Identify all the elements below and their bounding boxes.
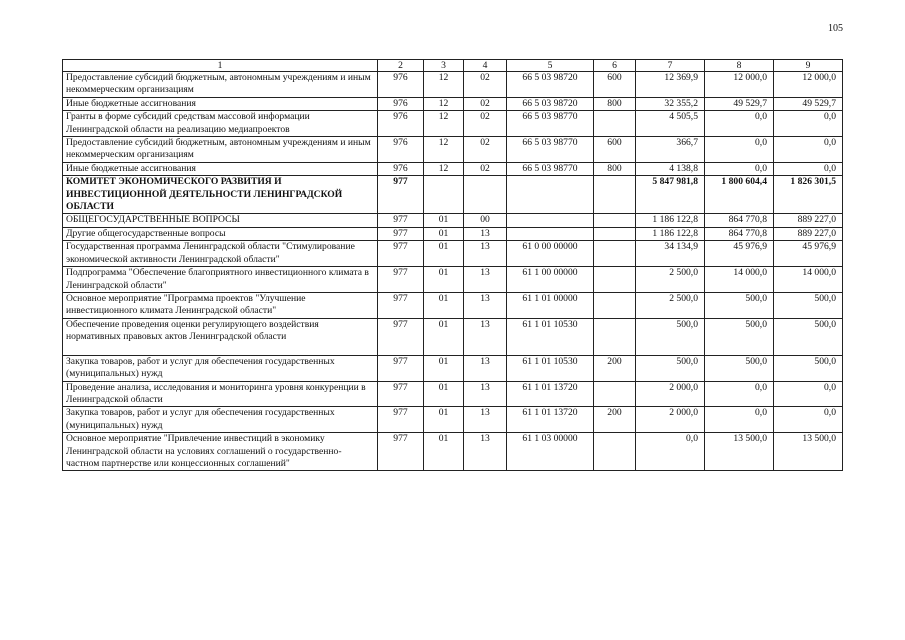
ministry-code: 977 xyxy=(378,381,424,407)
row-name: Основное мероприятие "Программа проектов "Улучшение инвестиционного климата Ленинградской области" xyxy=(63,292,378,318)
column-header: 3 xyxy=(424,60,464,72)
expense-type-code xyxy=(594,381,636,407)
ministry-code: 976 xyxy=(378,97,424,110)
target-article-code: 61 1 01 10530 xyxy=(507,318,594,355)
row-name: Государственная программа Ленинградской области "Стимулирование экономической активности Ленинградской области" xyxy=(63,241,378,267)
header-row xyxy=(63,60,843,72)
ministry-code: 977 xyxy=(378,241,424,267)
table-row xyxy=(63,355,843,381)
row-name: Предоставление субсидий бюджетным, автономным учреждениям и иным некоммерческим организациям xyxy=(63,137,378,163)
section-code: 12 xyxy=(424,72,464,98)
amount-col-7: 34 134,9 xyxy=(636,241,705,267)
ministry-code: 977 xyxy=(378,433,424,471)
amount-col-9: 49 529,7 xyxy=(774,97,843,110)
section-code: 01 xyxy=(424,227,464,240)
table-row xyxy=(63,72,843,98)
subsection-code: 13 xyxy=(464,267,507,293)
target-article-code: 61 1 01 13720 xyxy=(507,407,594,433)
section-code: 01 xyxy=(424,433,464,471)
amount-col-9: 1 826 301,5 xyxy=(774,176,843,214)
column-header: 9 xyxy=(774,60,843,72)
subsection-code: 13 xyxy=(464,292,507,318)
target-article-code: 61 1 01 13720 xyxy=(507,381,594,407)
column-header: 4 xyxy=(464,60,507,72)
expense-type-code xyxy=(594,111,636,137)
section-code: 01 xyxy=(424,407,464,433)
ministry-code: 976 xyxy=(378,137,424,163)
amount-col-8: 12 000,0 xyxy=(705,72,774,98)
amount-col-8: 864 770,8 xyxy=(705,214,774,227)
table-row xyxy=(63,241,843,267)
target-article-code: 66 5 03 98720 xyxy=(507,72,594,98)
subsection-code: 13 xyxy=(464,241,507,267)
section-code: 01 xyxy=(424,267,464,293)
row-name: Проведение анализа, исследования и мониторинга уровня конкуренции в Ленинградской области xyxy=(63,381,378,407)
amount-col-9: 0,0 xyxy=(774,111,843,137)
amount-col-8: 0,0 xyxy=(705,162,774,175)
section-code: 01 xyxy=(424,214,464,227)
row-name: Закупка товаров, работ и услуг для обеспечения государственных (муниципальных) нужд xyxy=(63,355,378,381)
expense-type-code: 600 xyxy=(594,137,636,163)
amount-col-8: 0,0 xyxy=(705,111,774,137)
column-header: 1 xyxy=(63,60,378,72)
row-name: Иные бюджетные ассигнования xyxy=(63,162,378,175)
amount-col-8: 14 000,0 xyxy=(705,267,774,293)
section-code: 12 xyxy=(424,111,464,137)
table-row xyxy=(63,137,843,163)
subsection-code: 13 xyxy=(464,407,507,433)
page-number: 105 xyxy=(828,23,843,34)
ministry-code: 976 xyxy=(378,111,424,137)
amount-col-7: 2 500,0 xyxy=(636,267,705,293)
amount-col-7: 0,0 xyxy=(636,433,705,471)
expense-type-code: 800 xyxy=(594,97,636,110)
subsection-code: 00 xyxy=(464,214,507,227)
ministry-code: 977 xyxy=(378,407,424,433)
expense-type-code xyxy=(594,176,636,214)
amount-col-9: 0,0 xyxy=(774,137,843,163)
row-name: Закупка товаров, работ и услуг для обеспечения государственных (муниципальных) нужд xyxy=(63,407,378,433)
section-code: 12 xyxy=(424,137,464,163)
table-row xyxy=(63,176,843,214)
amount-col-7: 1 186 122,8 xyxy=(636,227,705,240)
section-code: 01 xyxy=(424,241,464,267)
amount-col-9: 500,0 xyxy=(774,318,843,355)
amount-col-9: 0,0 xyxy=(774,381,843,407)
amount-col-7: 500,0 xyxy=(636,318,705,355)
ministry-code: 977 xyxy=(378,214,424,227)
table-row xyxy=(63,214,843,227)
target-article-code: 61 1 01 10530 xyxy=(507,355,594,381)
row-name: Основное мероприятие "Привлечение инвестиций в экономику Ленинградской области на условиях соглашений о государственно-частном партнерстве или концессионных соглашений" xyxy=(63,433,378,471)
amount-col-7: 2 000,0 xyxy=(636,407,705,433)
target-article-code: 61 1 00 00000 xyxy=(507,267,594,293)
expense-type-code xyxy=(594,214,636,227)
ministry-code: 976 xyxy=(378,72,424,98)
ministry-code: 977 xyxy=(378,355,424,381)
target-article-code: 66 5 03 98770 xyxy=(507,162,594,175)
target-article-code xyxy=(507,176,594,214)
target-article-code: 66 5 03 98770 xyxy=(507,137,594,163)
subsection-code: 13 xyxy=(464,355,507,381)
ministry-code: 977 xyxy=(378,267,424,293)
amount-col-8: 0,0 xyxy=(705,407,774,433)
column-header: 2 xyxy=(378,60,424,72)
table-row xyxy=(63,381,843,407)
table-row xyxy=(63,267,843,293)
table-body xyxy=(63,72,843,471)
subsection-code: 02 xyxy=(464,137,507,163)
amount-col-8: 500,0 xyxy=(705,355,774,381)
amount-col-7: 2 000,0 xyxy=(636,381,705,407)
amount-col-8: 500,0 xyxy=(705,292,774,318)
expense-type-code xyxy=(594,241,636,267)
section-code: 01 xyxy=(424,355,464,381)
table-row xyxy=(63,111,843,137)
table-row xyxy=(63,433,843,471)
amount-col-8: 45 976,9 xyxy=(705,241,774,267)
section-code: 01 xyxy=(424,318,464,355)
table-row xyxy=(63,227,843,240)
row-name: КОМИТЕТ ЭКОНОМИЧЕСКОГО РАЗВИТИЯ И ИНВЕСТИЦИОННОЙ ДЕЯТЕЛЬНОСТИ ЛЕНИНГРАДСКОЙ ОБЛАСТИ xyxy=(63,176,378,214)
ministry-code: 977 xyxy=(378,292,424,318)
amount-col-8: 13 500,0 xyxy=(705,433,774,471)
section-code: 01 xyxy=(424,381,464,407)
amount-col-9: 500,0 xyxy=(774,355,843,381)
expense-type-code xyxy=(594,267,636,293)
target-article-code: 61 1 03 00000 xyxy=(507,433,594,471)
subsection-code: 02 xyxy=(464,97,507,110)
amount-col-7: 4 138,8 xyxy=(636,162,705,175)
target-article-code: 61 0 00 00000 xyxy=(507,241,594,267)
subsection-code: 13 xyxy=(464,318,507,355)
expense-type-code xyxy=(594,318,636,355)
amount-col-8: 0,0 xyxy=(705,137,774,163)
amount-col-9: 889 227,0 xyxy=(774,227,843,240)
amount-col-9: 45 976,9 xyxy=(774,241,843,267)
column-header: 8 xyxy=(705,60,774,72)
expense-type-code: 200 xyxy=(594,407,636,433)
subsection-code: 02 xyxy=(464,111,507,137)
table-row xyxy=(63,318,843,355)
target-article-code xyxy=(507,214,594,227)
row-name: Предоставление субсидий бюджетным, автономным учреждениям и иным некоммерческим организациям xyxy=(63,72,378,98)
expense-type-code xyxy=(594,433,636,471)
subsection-code: 13 xyxy=(464,381,507,407)
amount-col-7: 500,0 xyxy=(636,355,705,381)
amount-col-7: 1 186 122,8 xyxy=(636,214,705,227)
amount-col-8: 0,0 xyxy=(705,381,774,407)
section-code: 01 xyxy=(424,292,464,318)
amount-col-7: 5 847 981,8 xyxy=(636,176,705,214)
table-row xyxy=(63,162,843,175)
section-code xyxy=(424,176,464,214)
section-code: 12 xyxy=(424,162,464,175)
row-name: Гранты в форме субсидий средствам массовой информации Ленинградской области на реализацию медиапроектов xyxy=(63,111,378,137)
amount-col-7: 12 369,9 xyxy=(636,72,705,98)
row-name: ОБЩЕГОСУДАРСТВЕННЫЕ ВОПРОСЫ xyxy=(63,214,378,227)
amount-col-8: 1 800 604,4 xyxy=(705,176,774,214)
ministry-code: 977 xyxy=(378,318,424,355)
amount-col-7: 4 505,5 xyxy=(636,111,705,137)
ministry-code: 977 xyxy=(378,227,424,240)
row-name: Иные бюджетные ассигнования xyxy=(63,97,378,110)
section-code: 12 xyxy=(424,97,464,110)
table-row xyxy=(63,97,843,110)
amount-col-8: 864 770,8 xyxy=(705,227,774,240)
subsection-code xyxy=(464,176,507,214)
expense-type-code xyxy=(594,227,636,240)
amount-col-9: 0,0 xyxy=(774,407,843,433)
amount-col-9: 889 227,0 xyxy=(774,214,843,227)
row-name: Подпрограмма "Обеспечение благоприятного инвестиционного климата в Ленинградской области" xyxy=(63,267,378,293)
expense-type-code: 200 xyxy=(594,355,636,381)
target-article-code xyxy=(507,227,594,240)
expense-type-code xyxy=(594,292,636,318)
amount-col-9: 500,0 xyxy=(774,292,843,318)
target-article-code: 66 5 03 98770 xyxy=(507,111,594,137)
column-header: 7 xyxy=(636,60,705,72)
amount-col-7: 366,7 xyxy=(636,137,705,163)
column-header: 6 xyxy=(594,60,636,72)
target-article-code: 66 5 03 98720 xyxy=(507,97,594,110)
amount-col-9: 14 000,0 xyxy=(774,267,843,293)
amount-col-9: 0,0 xyxy=(774,162,843,175)
amount-col-8: 500,0 xyxy=(705,318,774,355)
subsection-code: 02 xyxy=(464,162,507,175)
column-header: 5 xyxy=(507,60,594,72)
expense-type-code: 600 xyxy=(594,72,636,98)
table-row xyxy=(63,407,843,433)
ministry-code: 976 xyxy=(378,162,424,175)
row-name: Обеспечение проведения оценки регулирующего воздействия нормативных правовых актов Ленинградской области xyxy=(63,318,378,355)
amount-col-7: 2 500,0 xyxy=(636,292,705,318)
subsection-code: 02 xyxy=(464,72,507,98)
expense-type-code: 800 xyxy=(594,162,636,175)
amount-col-9: 13 500,0 xyxy=(774,433,843,471)
amount-col-7: 32 355,2 xyxy=(636,97,705,110)
table-row xyxy=(63,292,843,318)
subsection-code: 13 xyxy=(464,227,507,240)
amount-col-9: 12 000,0 xyxy=(774,72,843,98)
subsection-code: 13 xyxy=(464,433,507,471)
amount-col-8: 49 529,7 xyxy=(705,97,774,110)
ministry-code: 977 xyxy=(378,176,424,214)
row-name: Другие общегосударственные вопросы xyxy=(63,227,378,240)
budget-table xyxy=(62,59,843,471)
target-article-code: 61 1 01 00000 xyxy=(507,292,594,318)
